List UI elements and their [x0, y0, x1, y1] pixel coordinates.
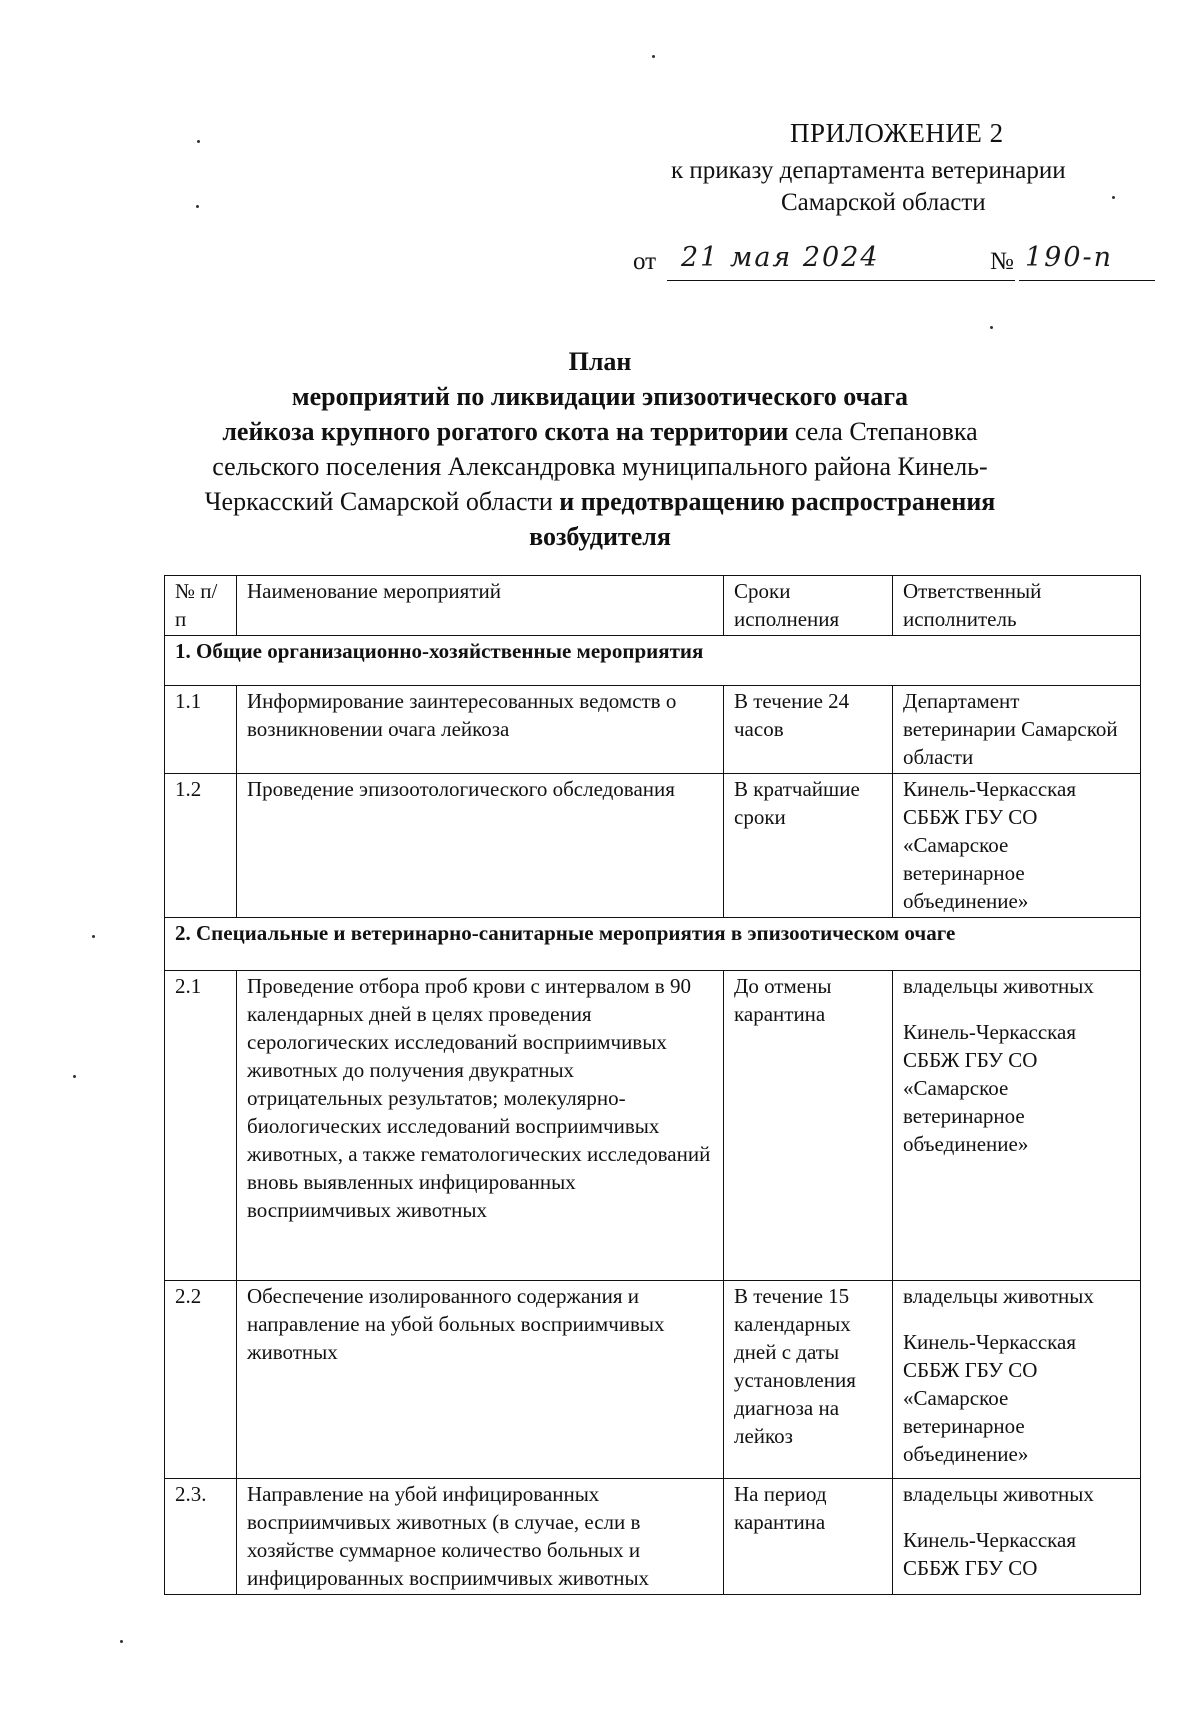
scan-speck	[73, 1075, 76, 1078]
row-name: Информирование заинтересованных ведомств о возникновении очага лейкоза	[237, 686, 724, 774]
row-resp: Департамент ветеринарии Самарской области	[893, 686, 1141, 774]
handwritten-date: 21 мая 2024	[681, 242, 880, 273]
row-resp: Кинель-Черкасская СББЖ ГБУ СО «Самарское ветеринарное объединение»	[903, 1330, 1077, 1466]
row-term: На период карантина	[724, 1479, 893, 1595]
section-row	[165, 636, 1141, 686]
row-name: Обеспечение изолированного содержания и направление на убой больных восприимчивых животных	[237, 1281, 724, 1479]
row-num: 1.2	[165, 774, 237, 918]
handwritten-number: 190-п	[1025, 242, 1114, 273]
title-line-3-regular: села Степановка	[788, 417, 978, 446]
row-num: 2.2	[165, 1281, 237, 1479]
table-row	[165, 971, 1141, 1281]
scan-speck	[1112, 196, 1115, 199]
title-line-4: сельского поселения Александровка муниципального района Кинель-	[212, 452, 988, 481]
title-line-5-regular: Черкасский Самарской области	[204, 487, 553, 516]
row-resp-cell	[893, 1479, 1141, 1595]
table-row	[165, 686, 1141, 774]
title-line-5-bold: и предотвращению распространения	[552, 487, 996, 516]
row-num: 1.1	[165, 686, 237, 774]
section-row	[165, 918, 1141, 971]
title-line-1: План	[568, 347, 632, 376]
row-term: В течение 15 календарных дней с даты установления диагноза на лейкоз	[724, 1281, 893, 1479]
order-reference: к приказу департамента ветеринарии	[671, 157, 1066, 184]
row-name: Проведение эпизоотологического обследования	[237, 774, 724, 918]
row-resp-cell	[893, 971, 1141, 1281]
plan-title	[140, 344, 1060, 554]
plan-table	[164, 575, 1141, 1595]
section-title: 1. Общие организационно-хозяйственные мероприятия	[165, 636, 1141, 686]
row-resp: Кинель-Черкасская СББЖ ГБУ СО «Самарское ветеринарное объединение»	[903, 1020, 1077, 1156]
row-term: В течение 24 часов	[724, 686, 893, 774]
header-num: № п/п	[165, 576, 237, 636]
title-line-6: возбудителя	[529, 522, 671, 551]
row-resp-owner: владельцы животных	[903, 974, 1094, 998]
date-underline	[667, 280, 1015, 281]
scan-speck	[197, 140, 200, 143]
row-resp-cell	[893, 1281, 1141, 1479]
scan-speck	[990, 326, 993, 329]
row-name: Проведение отбора проб крови с интервалом в 90 календарных дней в целях проведения серологических исследований восприимчивых животных до получения двукратных отрицательных результатов; молекулярно-биологических исследований восприимчивых животных, а также гематологических исследований вновь выявленных инфицированных восприимчивых животных	[237, 971, 724, 1281]
number-underline	[1019, 280, 1155, 281]
date-prefix: от	[633, 248, 657, 275]
table-row	[165, 1281, 1141, 1479]
row-term: В кратчайшие сроки	[724, 774, 893, 918]
table-row	[165, 1479, 1141, 1595]
table-header-row	[165, 576, 1141, 636]
title-line-2: мероприятий по ликвидации эпизоотического очага	[291, 382, 909, 411]
row-num: 2.3.	[165, 1479, 237, 1595]
appendix-heading: ПРИЛОЖЕНИЕ 2	[790, 118, 1004, 148]
row-num: 2.1	[165, 971, 237, 1281]
row-name: Направление на убой инфицированных восприимчивых животных (в случае, если в хозяйстве суммарное количество больных и инфицированных восприимчивых животных	[237, 1479, 724, 1595]
header-resp: Ответственный исполнитель	[893, 576, 1141, 636]
scan-speck	[652, 55, 655, 58]
region-name: Самарской области	[781, 189, 986, 216]
table-row	[165, 774, 1141, 918]
scan-speck	[196, 205, 199, 208]
row-term: До отмены карантина	[724, 971, 893, 1281]
section-title: 2. Специальные и ветеринарно-санитарные мероприятия в эпизоотическом очаге	[165, 918, 1141, 971]
header-name: Наименование мероприятий	[237, 576, 724, 636]
row-resp-owner: владельцы животных	[903, 1482, 1094, 1506]
row-resp: Кинель-Черкасская СББЖ ГБУ СО	[903, 1528, 1077, 1580]
number-prefix: №	[990, 248, 1014, 275]
scan-speck	[120, 1640, 123, 1643]
row-resp-owner: владельцы животных	[903, 1284, 1094, 1308]
scan-speck	[92, 935, 95, 938]
header-term: Сроки исполнения	[724, 576, 893, 636]
row-resp: Кинель-Черкасская СББЖ ГБУ СО «Самарское ветеринарное объединение»	[893, 774, 1141, 918]
title-line-3-bold: лейкоза крупного рогатого скота на территории	[222, 417, 789, 446]
